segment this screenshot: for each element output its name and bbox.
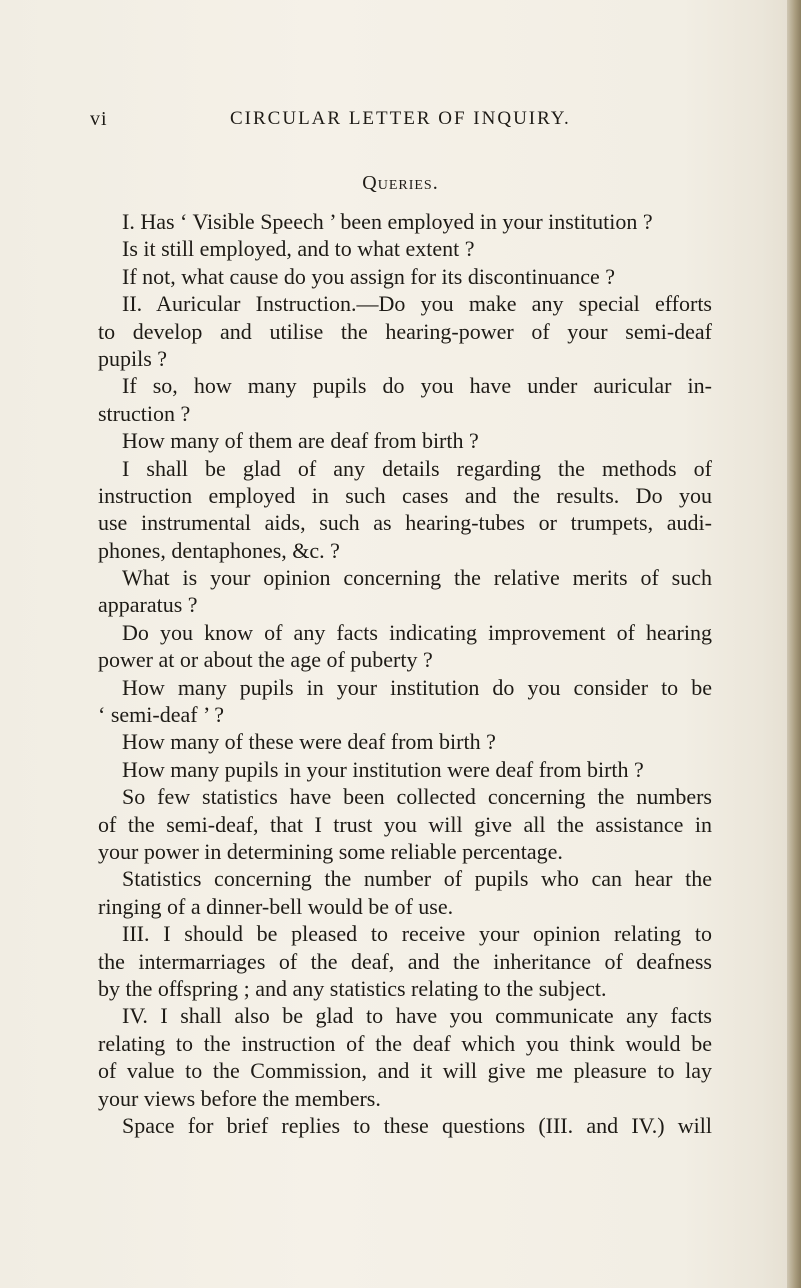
text-line: power at or about the age of puberty ? — [98, 647, 433, 673]
running-head — [90, 108, 710, 138]
text-line: Space for brief replies to these questions (III. and IV.) will — [122, 1112, 712, 1138]
text-line: IV. I shall also be glad to have you communicate any facts — [122, 1003, 712, 1029]
body-text — [98, 208, 712, 1139]
text-line: If so, how many pupils do you have under auricular in- — [122, 373, 712, 399]
text-line: by the offspring ; and any statistics relating to the subject. — [98, 975, 607, 1001]
text-line: How many pupils in your institution do you consider to be — [122, 674, 712, 700]
text-line: your views before the members. — [98, 1085, 381, 1111]
running-title: CIRCULAR LETTER OF INQUIRY. — [230, 108, 571, 129]
text-line: Statistics concerning the number of pupils who can hear the — [122, 866, 712, 892]
book-spine-edge — [787, 0, 801, 1288]
text-line: What is your opinion concerning the relative merits of such — [122, 565, 712, 591]
text-line: ringing of a dinner-bell would be of use. — [98, 893, 454, 919]
text-line: ‘ semi-deaf ’ ? — [98, 702, 225, 728]
text-line: of value to the Commission, and it will give me pleasure to lay — [98, 1058, 712, 1084]
text-line: II. Auricular Instruction.—Do you make any special efforts — [122, 291, 712, 317]
section-heading: Queries. — [362, 172, 439, 194]
text-line: struction ? — [98, 400, 191, 426]
text-line: I. Has ‘ Visible Speech ’ been employed in your institution ? — [122, 209, 653, 234]
text-line: III. I should be pleased to receive your opinion relating to — [122, 921, 712, 947]
text-line: Is it still employed, and to what extent ? — [122, 236, 475, 262]
text-line: phones, dentaphones, &c. ? — [98, 537, 340, 563]
text-line: If not, what cause do you assign for its discontinuance ? — [122, 263, 616, 289]
text-line: instruction employed in such cases and the results. Do you — [98, 482, 712, 508]
text-line: apparatus ? — [98, 592, 198, 618]
text-line: of the semi-deaf, that I trust you will give all the assistance in — [98, 811, 712, 837]
text-line: So few statistics have been collected concerning the numbers — [122, 784, 712, 810]
text-line: the intermarriages of the deaf, and the inheritance of deafness — [98, 948, 712, 974]
text-line: Do you know of any facts indicating improvement of hearing — [122, 619, 712, 645]
text-line: How many of them are deaf from birth ? — [122, 428, 479, 454]
text-line: How many pupils in your institution were deaf from birth ? — [122, 756, 644, 782]
text-line: I shall be glad of any details regarding the methods of — [122, 455, 712, 481]
text-line: your power in determining some reliable percentage. — [98, 838, 563, 864]
text-line: relating to the instruction of the deaf which you think would be — [98, 1030, 712, 1056]
text-line: How many of these were deaf from birth ? — [122, 729, 496, 755]
text-line: pupils ? — [98, 345, 168, 371]
text-line: to develop and utilise the hearing-power of your semi-deaf — [98, 318, 712, 344]
text-line: use instrumental aids, such as hearing-tubes or trumpets, audi- — [98, 510, 712, 536]
page-number: vi — [90, 108, 108, 130]
